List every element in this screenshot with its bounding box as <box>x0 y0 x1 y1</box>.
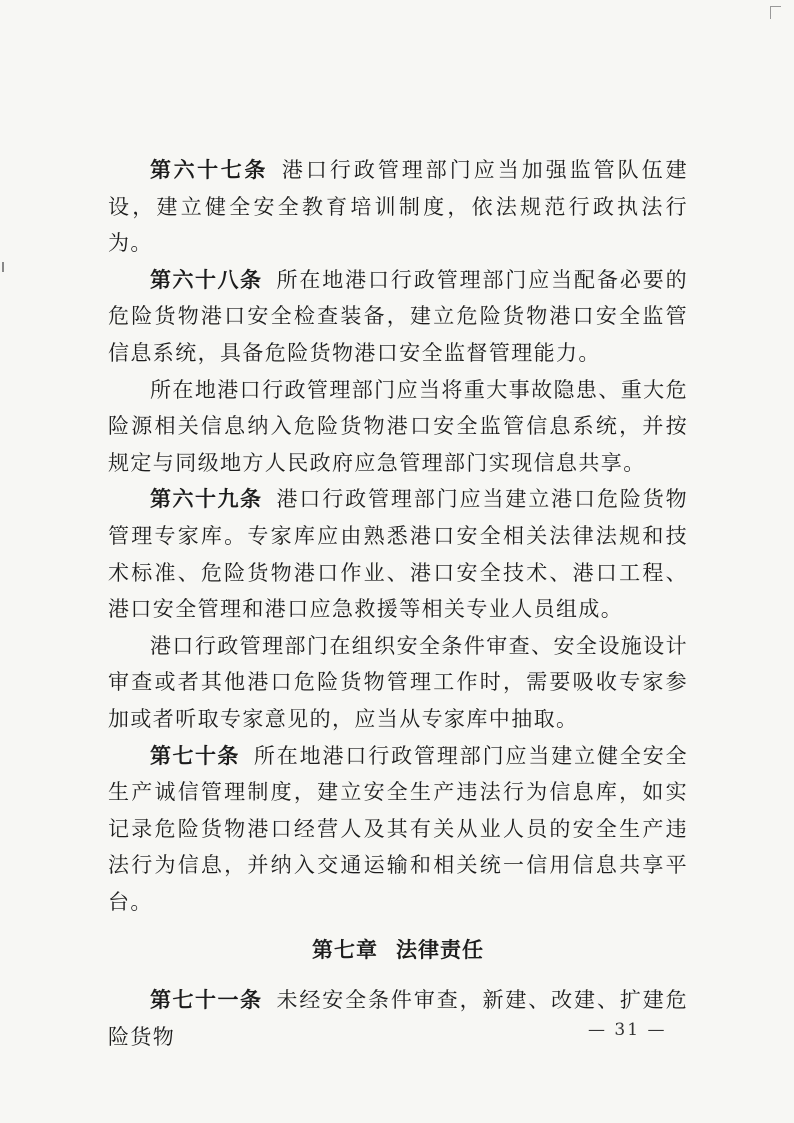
article-68-paragraph-2 <box>108 372 688 482</box>
article-text: 港口行政管理部门应当建立港口危险货物管理专家库。专家库应由熟悉港口安全相关法律法规和技术标准、危险货物港口作业、港口安全技术、港口工程、港口安全管理和港口应急救援等相关专业人员组成。 <box>108 487 689 622</box>
chapter-number: 第七章 <box>312 938 378 963</box>
chapter-heading <box>108 930 688 970</box>
article-number: 第六十七条 <box>150 158 268 182</box>
article-number: 第六十九条 <box>150 487 263 512</box>
page-number: — 31 — <box>588 1020 667 1040</box>
scan-edge-mark <box>2 262 4 272</box>
page-content <box>108 152 688 1056</box>
article-text: 港口行政管理部门在组织安全条件审查、安全设施设计审查或者其他港口危险货物管理工作时，需要吸收专家参加或者听取专家意见的，应当从专家库中抽取。 <box>108 633 688 731</box>
article-number: 第七十一条 <box>150 988 263 1013</box>
article-67 <box>108 152 688 262</box>
article-68 <box>108 262 688 372</box>
article-text: 所在地港口行政管理部门应当建立健全安全生产诚信管理制度，建立安全生产违法行为信息库，如实记录危险货物港口经营人及其有关从业人员的安全生产违法行为信息，并纳入交通运输和相关统一信用信息共享平台。 <box>108 743 688 914</box>
article-70 <box>108 738 688 921</box>
article-69 <box>108 481 688 627</box>
article-69-paragraph-2 <box>108 628 688 738</box>
article-text: 未经安全条件审查，新建、改建、扩建危险货物 <box>108 988 689 1050</box>
article-text: 所在地港口行政管理部门应当将重大事故隐患、重大危险源相关信息纳入危险货物港口安全监管信息系统，并按规定与同级地方人民政府应急管理部门实现信息共享。 <box>108 377 688 475</box>
scan-corner-mark <box>770 6 781 19</box>
article-number: 第七十条 <box>150 743 240 768</box>
article-number: 第六十八条 <box>150 267 263 292</box>
article-text: 所在地港口行政管理部门应当配备必要的危险货物港口安全检查装备，建立危险货物港口安全监管信息系统，具备危险货物港口安全监督管理能力。 <box>108 267 689 365</box>
chapter-title: 法律责任 <box>396 938 484 963</box>
article-text: 港口行政管理部门应当加强监管队伍建设，建立健全安全教育培训制度，依法规范行政执法行为。 <box>108 158 688 256</box>
